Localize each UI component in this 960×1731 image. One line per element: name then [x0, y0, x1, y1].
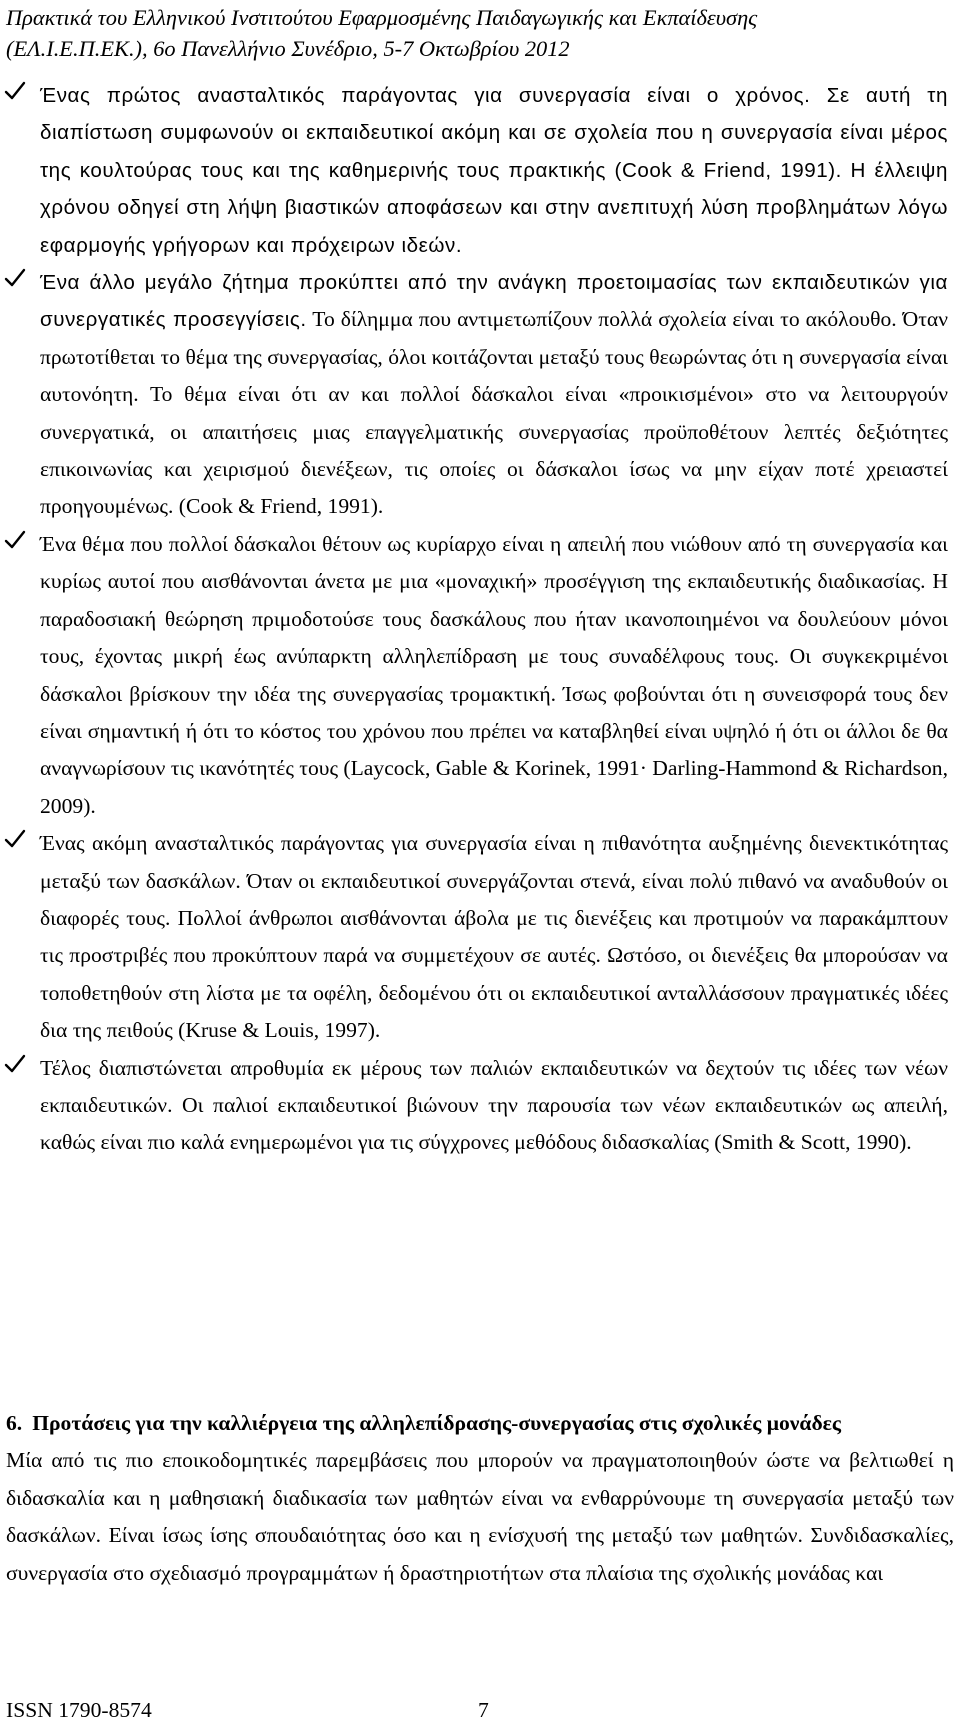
page-footer	[6, 1693, 946, 1727]
page-header	[6, 2, 946, 64]
section-number: 6.	[6, 1411, 23, 1435]
section-6	[6, 1405, 954, 1592]
bullet-item	[0, 264, 948, 526]
bullet-text-sans: Ένας πρώτος ανασταλτικός παράγοντας για συνεργασία είναι ο χρόνος. Σε αυτή τη διαπίστωση συμφωνούν οι εκπαιδευτικοί ακόμη και σε σχολεία που η συνεργασία είναι μέρος της κουλτούρας τους και της καθημερινής τους πρακτικής (Cook & Friend, 1991). Η έλλειψη χρόνου οδηγεί στη λήψη βιαστικών αποφάσεων και στην ανεπιτυχή λύση προβλημάτων λόγω εφαρμογής γρήγορων και πρόχειρων ιδεών.	[40, 84, 948, 257]
bullet-text	[40, 825, 948, 1049]
bullet-text	[40, 264, 948, 526]
bullet-item	[0, 1050, 948, 1162]
issn-label: ISSN 1790-8574	[6, 1698, 152, 1722]
bullet-text-serif: Τέλος διαπιστώνεται απροθυμία εκ μέρους των παλιών εκπαιδευτικών να δεχτούν τις ιδέες των νέων εκπαιδευτικών. Οι παλιοί εκπαιδευτικοί βιώνουν την παρουσία των νέων εκπαιδευτικών ως απειλή, καθώς είναι πιο καλά ενημερωμένοι για τις σύγχρονες μεθόδους διδασκαλίας (Smith & Scott, 1990).	[40, 1055, 948, 1155]
checkmark-icon	[4, 529, 26, 551]
bullet-list	[0, 77, 960, 1162]
header-line-2: (ΕΛ.Ι.Ε.Π.ΕΚ.), 6ο Πανελλήνιο Συνέδριο, 5-7 Οκτωβρίου 2012	[6, 36, 570, 61]
page-number: 7	[478, 1698, 489, 1722]
checkmark-icon	[4, 1053, 26, 1075]
bullet-text	[40, 1050, 948, 1162]
bullet-text-serif: Το δίλημμα που αντιμετωπίζουν πολλά σχολεία είναι το ακόλουθο. Όταν πρωτοτίθεται το θέμα της συνεργασίας, όλοι κοιτάζονται μεταξύ τους θεωρώντας ότι η συνεργασία είναι αυτονόητη. Το θέμα είναι ότι αν και πολλοί δάσκαλοι είναι «προικισμένοι» στο να λειτουργούν συνεργατικά, οι απαιτήσεις μιας επαγγελματικής συνεργασίας προϋποθέτουν λεπτές δεξιότητες επικοινωνίας και χειρισμού διενέξεων, τις οποίες οι δάσκαλοι ίσως να μην είχαν ποτέ χρειαστεί προηγουμένως. (Cook & Friend, 1991).	[40, 307, 948, 519]
bullet-text-sans: Ένα άλλο μεγάλο ζήτημα προκύπτει από την ανάγκη προετοιμασίας των εκπαιδευτικών για συνεργατικές προσεγγίσεις.	[40, 271, 948, 332]
bullet-text-serif: Ένας ακόμη ανασταλτικός παράγοντας για συνεργασία είναι η πιθανότητα αυξημένης διενεκτικότητας μεταξύ των δασκάλων. Όταν οι εκπαιδευτικοί συνεργάζονται στενά, είναι πολύ πιθανό να αναδυθούν οι διαφορές τους. Πολλοί άνθρωποι αισθάνονται άβολα με τις διενέξεις και προτιμούν να παρακάμπτουν τις προστριβές που προκύπτουν παρά να συμμετέχουν σε αυτές. Ωστόσο, οι διενέξεις θα μπορούσαν να τοποθετηθούν στη λίστα με τα οφέλη, δεδομένου ότι οι εκπαιδευτικοί ανταλλάσσουν πραγματικές ιδέες δια της πειθούς (Kruse & Louis, 1997).	[40, 831, 948, 1043]
header-line-1: Πρακτικά του Ελληνικού Ινστιτούτου Εφαρμοσμένης Παιδαγωγικής και Εκπαίδευσης	[6, 5, 758, 30]
checkmark-icon	[4, 80, 26, 102]
bullet-item	[0, 825, 948, 1049]
checkmark-icon	[4, 828, 26, 850]
bullet-item	[0, 77, 948, 264]
bullet-text-serif: Ένα θέμα που πολλοί δάσκαλοι θέτουν ως κυρίαρχο είναι η απειλή που νιώθουν από τη συνεργασία και κυρίως αυτοί που αισθάνονται άνετα με μια «μοναχική» προσέγγιση της εκπαιδευτικής διαδικασίας. Η παραδοσιακή θεώρηση πριμοδοτούσε τους δασκάλους που ήταν ικανοποιημένοι να δουλεύουν μόνοι τους, έχοντας μικρή έως ανύπαρκτη αλληλεπίδραση με τους συναδέλφους τους. Οι συγκεκριμένοι δάσκαλοι βρίσκουν την ιδέα της συνεργασίας τρομακτική. Ίσως φοβούνται ότι η συνεισφορά τους δεν είναι σημαντική ή ότι το κόστος του χρόνου που πρέπει να καταβληθεί είναι υψηλό ή ότι οι άλλοι δε θα αναγνωρίσουν τις ικανότητές τους (Laycock, Gable & Korinek, 1991· Darling-Hammond & Richardson, 2009).	[40, 531, 948, 818]
bullet-item	[0, 526, 948, 825]
bullet-text	[40, 526, 948, 825]
checkmark-icon	[4, 267, 26, 289]
section-heading	[6, 1405, 954, 1442]
section-paragraph: Μία από τις πιο εποικοδομητικές παρεμβάσεις που μπορούν να πραγματοποιηθούν ώστε να βελτιωθεί η διδασκαλία και η μαθησιακή διαδικασία των μαθητών είναι να ενθαρρύνουμε τη συνεργασία μεταξύ των δασκάλων. Είναι ίσως ίσης σπουδαιότητας όσο και η ενίσχυσή της μεταξύ των μαθητών. Συνδιδασκαλίες, συνεργασία στο σχεδιασμό προγραμμάτων ή δραστηριοτήτων στα πλαίσια της σχολικής μονάδας και	[6, 1448, 954, 1585]
section-title: Προτάσεις για την καλλιέργεια της αλληλεπίδρασης-συνεργασίας στις σχολικές μονάδες	[32, 1411, 841, 1435]
bullet-text	[40, 77, 948, 264]
